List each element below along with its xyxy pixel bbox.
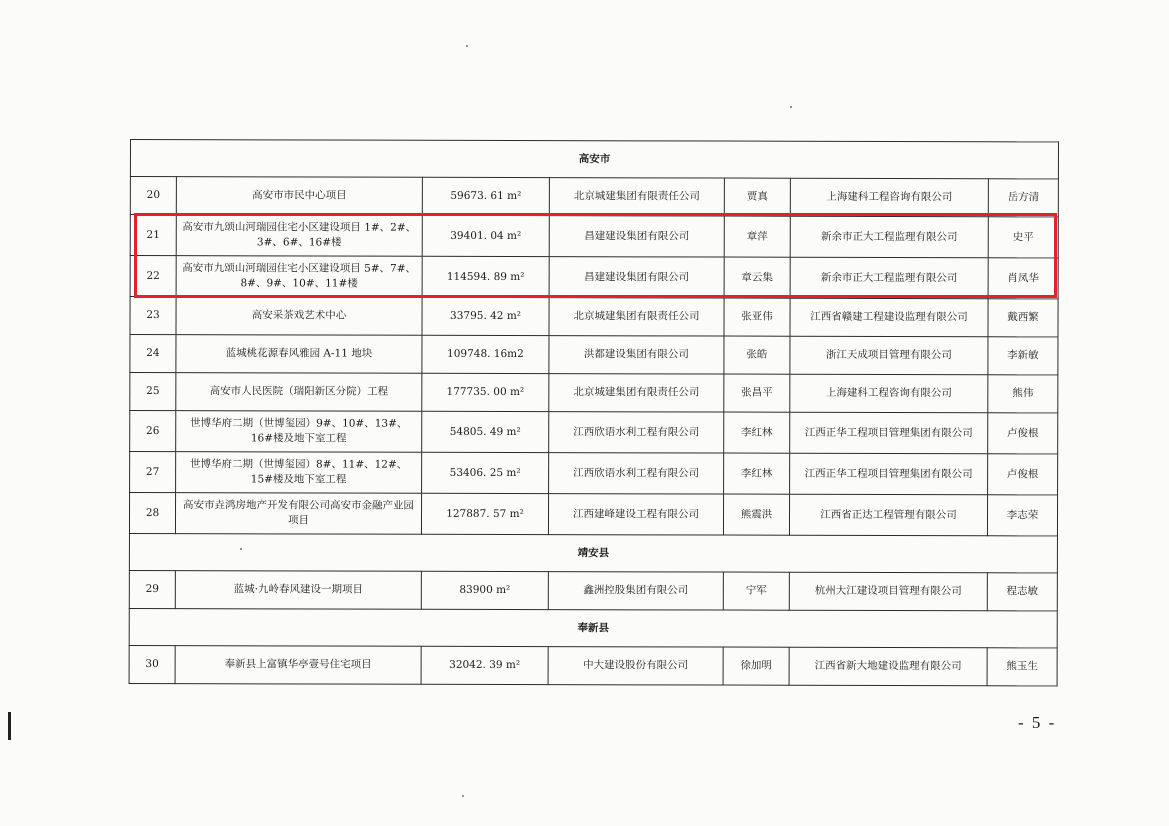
supervision-company-cell: 江西正华工程项目管理集团有限公司 — [790, 412, 988, 454]
row-number-cell: 29 — [129, 570, 175, 608]
construction-company-cell: 北京城建集团有限责任公司 — [549, 178, 724, 216]
construction-company-cell: 江西建峰建设工程有限公司 — [548, 494, 723, 535]
chief-supervisor-cell: 程志敏 — [987, 573, 1057, 611]
row-number-cell: 20 — [130, 177, 176, 215]
supervision-company-cell: 江西省正达工程管理有限公司 — [789, 494, 987, 536]
row-number-cell: 23 — [130, 297, 176, 335]
page-number: - 5 - — [1018, 713, 1057, 732]
floor-area-cell: 53406. 25 m² — [422, 452, 549, 493]
project-manager-cell: 张皓 — [724, 336, 790, 374]
construction-company-cell: 洪都建设集团有限公司 — [549, 336, 724, 374]
row-number-cell: 21 — [130, 215, 176, 256]
floor-area-cell: 127887. 57 m² — [421, 493, 548, 534]
chief-supervisor-cell: 史平 — [988, 217, 1058, 258]
chief-supervisor-cell: 岳方清 — [988, 179, 1058, 217]
project-manager-cell: 徐加明 — [723, 647, 789, 685]
table-row — [130, 411, 1058, 454]
construction-company-cell: 北京城建集团有限责任公司 — [549, 298, 724, 336]
construction-company-cell: 昌建建设集团有限公司 — [549, 257, 724, 298]
supervision-company-cell: 江西省新大地建设监理有限公司 — [789, 647, 987, 686]
table-row — [130, 297, 1058, 337]
project-name-cell: 高安采茶戏艺术中心 — [176, 297, 422, 336]
chief-supervisor-cell: 卢俊根 — [988, 413, 1058, 454]
chief-supervisor-cell: 李志荣 — [987, 495, 1057, 536]
table-row — [129, 493, 1057, 536]
row-number-cell: 27 — [130, 452, 176, 493]
construction-company-cell: 中大建设股份有限公司 — [548, 647, 723, 685]
floor-area-cell: 83900 m² — [421, 571, 548, 609]
project-name-cell: 蓝城·九岭春风建设一期项目 — [175, 571, 421, 610]
row-number-cell: 30 — [129, 645, 175, 683]
supervision-company-cell: 上海建科工程咨询有限公司 — [790, 178, 988, 217]
supervision-company-cell: 新余市正大工程监理有限公司 — [790, 257, 988, 299]
project-name-cell: 高安市人民医院（瑞阳新区分院）工程 — [176, 373, 422, 412]
table-row — [129, 570, 1057, 610]
supervision-company-cell: 浙江天成项目管理有限公司 — [790, 336, 988, 375]
project-manager-cell: 宁军 — [723, 572, 789, 610]
supervision-company-cell: 江西正华工程项目管理集团有限公司 — [790, 453, 988, 495]
project-name-cell: 奉新县上富镇华亭壹号住宅项目 — [175, 646, 421, 685]
floor-area-cell: 114594. 89 m² — [422, 256, 549, 297]
project-manager-cell: 李红林 — [724, 453, 790, 494]
chief-supervisor-cell: 肖凤华 — [988, 258, 1058, 299]
table-row — [129, 645, 1057, 685]
region-name: 奉新县 — [129, 608, 1057, 647]
project-name-cell: 世博华府二期（世博玺园）9#、10#、13#、16#楼及地下室工程 — [176, 411, 422, 453]
project-name-cell: 高安市九颂山河瑞园住宅小区建设项目 5#、7#、8#、9#、10#、11#楼 — [176, 256, 422, 298]
construction-company-cell: 北京城建集团有限责任公司 — [549, 374, 724, 412]
supervision-company-cell: 上海建科工程咨询有限公司 — [790, 374, 988, 413]
row-number-cell: 22 — [130, 256, 176, 297]
project-manager-cell: 章云集 — [724, 257, 790, 298]
row-number-cell: 26 — [130, 411, 176, 452]
construction-company-cell: 鑫洲控股集团有限公司 — [548, 572, 723, 610]
region-header-row — [130, 140, 1058, 179]
project-manager-cell: 张亚伟 — [724, 298, 790, 336]
region-name: 靖安县 — [129, 533, 1057, 572]
table-row — [130, 452, 1058, 495]
row-number-cell: 28 — [129, 493, 175, 534]
floor-area-cell: 54805. 49 m² — [422, 411, 549, 452]
project-manager-cell: 张昌平 — [724, 374, 790, 412]
chief-supervisor-cell: 卢俊根 — [988, 454, 1058, 495]
project-manager-cell: 章萍 — [724, 216, 790, 257]
floor-area-cell: 177735. 00 m² — [422, 373, 549, 411]
table-row — [130, 335, 1058, 375]
region-header-row — [129, 608, 1057, 647]
chief-supervisor-cell: 熊玉生 — [987, 648, 1057, 686]
project-manager-cell: 李红林 — [724, 412, 790, 453]
project-name-cell: 高安市市民中心项目 — [176, 177, 422, 216]
project-manager-cell: 熊震洪 — [723, 494, 789, 535]
project-name-cell: 世博华府二期（世博玺园）8#、11#、12#、15#楼及地下室工程 — [176, 452, 422, 494]
chief-supervisor-cell: 李新敏 — [988, 337, 1058, 375]
chief-supervisor-cell: 戴西繁 — [988, 299, 1058, 337]
construction-company-cell: 江西欣语水利工程有限公司 — [549, 412, 724, 453]
construction-company-cell: 昌建建设集团有限公司 — [549, 216, 724, 257]
project-manager-cell: 贾真 — [724, 178, 790, 216]
supervision-company-cell: 新余市正大工程监理有限公司 — [790, 216, 988, 258]
floor-area-cell: 33795. 42 m² — [422, 297, 549, 335]
floor-area-cell: 59673. 61 m² — [422, 177, 549, 215]
floor-area-cell: 32042. 39 m² — [421, 646, 548, 684]
region-header-row — [129, 533, 1057, 572]
construction-company-cell: 江西欣语水利工程有限公司 — [549, 453, 724, 494]
project-name-cell: 高安市垚鸿房地产开发有限公司高安市金融产业园项目 — [175, 493, 421, 535]
binding-mark — [8, 712, 11, 740]
chief-supervisor-cell: 熊伟 — [988, 375, 1058, 413]
row-number-cell: 25 — [130, 373, 176, 411]
region-name: 高安市 — [130, 140, 1058, 179]
floor-area-cell: 109748. 16m2 — [422, 335, 549, 373]
supervision-company-cell: 江西省赣建工程建设监理有限公司 — [790, 298, 988, 337]
highlight-box — [134, 213, 1057, 298]
project-name-cell: 高安市九颂山河瑞园住宅小区建设项目 1#、2#、3#、6#、16#楼 — [176, 215, 422, 257]
floor-area-cell: 39401. 04 m² — [422, 215, 549, 256]
table-row — [130, 177, 1058, 217]
project-name-cell: 蓝城桃花源春风雅园 A-11 地块 — [176, 335, 422, 374]
table-row — [130, 373, 1058, 413]
supervision-company-cell: 杭州大江建设项目管理有限公司 — [789, 572, 987, 611]
row-number-cell: 24 — [130, 335, 176, 373]
